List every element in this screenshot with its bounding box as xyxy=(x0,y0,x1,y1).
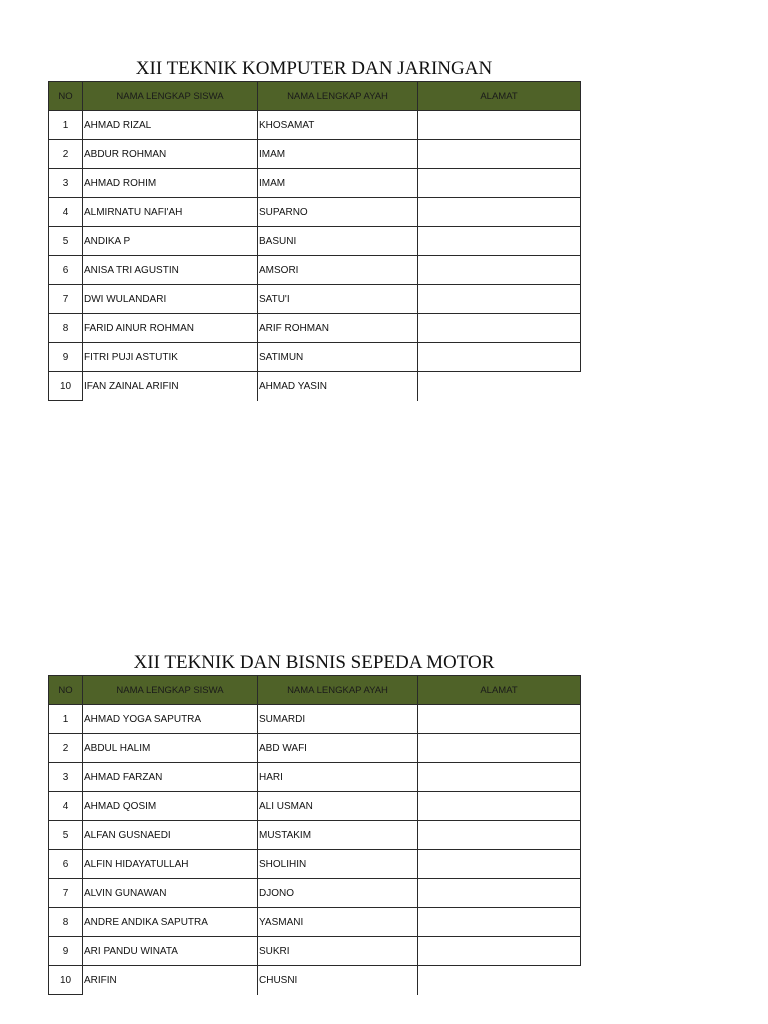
table-row xyxy=(49,966,581,995)
cell-no: 10 xyxy=(49,966,83,995)
cell-no: 3 xyxy=(49,763,83,792)
cell-alamat xyxy=(418,966,581,995)
table-row xyxy=(49,705,581,734)
cell-no: 2 xyxy=(49,734,83,763)
cell-alamat xyxy=(418,169,581,198)
cell-nama-ayah: ABD WAFI xyxy=(258,734,418,763)
header-nama-siswa: NAMA LENGKAP SISWA xyxy=(83,676,258,705)
cell-no: 9 xyxy=(49,343,83,372)
cell-alamat xyxy=(418,908,581,937)
cell-nama-siswa: AHMAD ROHIM xyxy=(83,169,258,198)
cell-nama-ayah: BASUNI xyxy=(258,227,418,256)
cell-nama-siswa: AHMAD RIZAL xyxy=(83,111,258,140)
cell-nama-siswa: ARI PANDU WINATA xyxy=(83,937,258,966)
cell-alamat xyxy=(418,198,581,227)
cell-no: 7 xyxy=(49,879,83,908)
cell-alamat xyxy=(418,343,581,372)
cell-nama-siswa: FARID AINUR ROHMAN xyxy=(83,314,258,343)
cell-nama-siswa: ABDUR ROHMAN xyxy=(83,140,258,169)
student-table xyxy=(48,81,581,401)
table-row xyxy=(49,879,581,908)
table-row xyxy=(49,850,581,879)
cell-alamat xyxy=(418,256,581,285)
cell-nama-siswa: ANDRE ANDIKA SAPUTRA xyxy=(83,908,258,937)
cell-no: 5 xyxy=(49,227,83,256)
table-row xyxy=(49,734,581,763)
cell-nama-siswa: ALFIN HIDAYATULLAH xyxy=(83,850,258,879)
cell-nama-siswa: AHMAD FARZAN xyxy=(83,763,258,792)
cell-no: 10 xyxy=(49,372,83,401)
cell-nama-ayah: YASMANI xyxy=(258,908,418,937)
table-row xyxy=(49,908,581,937)
cell-no: 3 xyxy=(49,169,83,198)
table-row xyxy=(49,169,581,198)
cell-no: 6 xyxy=(49,256,83,285)
table-header-row xyxy=(49,676,581,705)
section-title: XII TEKNIK KOMPUTER DAN JARINGAN xyxy=(135,58,493,79)
cell-nama-ayah: SATIMUN xyxy=(258,343,418,372)
table-row xyxy=(49,372,581,401)
table-row xyxy=(49,792,581,821)
cell-nama-ayah: ALI USMAN xyxy=(258,792,418,821)
header-nama-siswa: NAMA LENGKAP SISWA xyxy=(83,82,258,111)
cell-no: 9 xyxy=(49,937,83,966)
cell-alamat xyxy=(418,705,581,734)
cell-nama-ayah: SUPARNO xyxy=(258,198,418,227)
cell-nama-ayah: IMAM xyxy=(258,169,418,198)
table-header-row xyxy=(49,82,581,111)
cell-no: 8 xyxy=(49,314,83,343)
cell-no: 8 xyxy=(49,908,83,937)
cell-alamat xyxy=(418,763,581,792)
cell-alamat xyxy=(418,372,581,401)
cell-no: 2 xyxy=(49,140,83,169)
header-alamat: ALAMAT xyxy=(418,82,581,111)
table-row xyxy=(49,763,581,792)
cell-nama-ayah: MUSTAKIM xyxy=(258,821,418,850)
cell-nama-ayah: SUMARDI xyxy=(258,705,418,734)
cell-nama-ayah: KHOSAMAT xyxy=(258,111,418,140)
cell-nama-siswa: AHMAD QOSIM xyxy=(83,792,258,821)
cell-no: 1 xyxy=(49,705,83,734)
section-tbsm xyxy=(48,651,580,995)
cell-nama-ayah: AMSORI xyxy=(258,256,418,285)
cell-alamat xyxy=(418,314,581,343)
cell-nama-ayah: CHUSNI xyxy=(258,966,418,995)
table-row xyxy=(49,343,581,372)
cell-alamat xyxy=(418,111,581,140)
table-row xyxy=(49,821,581,850)
section-title: XII TEKNIK DAN BISNIS SEPEDA MOTOR xyxy=(133,652,495,673)
cell-nama-ayah: SHOLIHIN xyxy=(258,850,418,879)
table-row xyxy=(49,227,581,256)
table-body xyxy=(49,111,581,401)
table-row xyxy=(49,937,581,966)
cell-nama-ayah: HARI xyxy=(258,763,418,792)
cell-alamat xyxy=(418,850,581,879)
cell-nama-siswa: DWI WULANDARI xyxy=(83,285,258,314)
section-tkj xyxy=(48,57,580,401)
header-nama-ayah: NAMA LENGKAP AYAH xyxy=(258,82,418,111)
cell-nama-siswa: IFAN ZAINAL ARIFIN xyxy=(83,372,258,401)
cell-alamat xyxy=(418,879,581,908)
cell-nama-siswa: ARIFIN xyxy=(83,966,258,995)
cell-alamat xyxy=(418,937,581,966)
cell-nama-ayah: IMAM xyxy=(258,140,418,169)
cell-no: 6 xyxy=(49,850,83,879)
cell-alamat xyxy=(418,734,581,763)
cell-alamat xyxy=(418,140,581,169)
cell-nama-siswa: ANISA TRI AGUSTIN xyxy=(83,256,258,285)
cell-no: 5 xyxy=(49,821,83,850)
cell-nama-ayah: SUKRI xyxy=(258,937,418,966)
cell-no: 1 xyxy=(49,111,83,140)
cell-alamat xyxy=(418,792,581,821)
cell-nama-siswa: FITRI PUJI ASTUTIK xyxy=(83,343,258,372)
header-no: NO xyxy=(49,676,83,705)
cell-nama-siswa: ANDIKA P xyxy=(83,227,258,256)
table-row xyxy=(49,198,581,227)
cell-no: 4 xyxy=(49,792,83,821)
cell-nama-siswa: ALMIRNATU NAFI'AH xyxy=(83,198,258,227)
cell-nama-siswa: AHMAD YOGA SAPUTRA xyxy=(83,705,258,734)
student-table xyxy=(48,675,581,995)
cell-no: 7 xyxy=(49,285,83,314)
cell-nama-ayah: DJONO xyxy=(258,879,418,908)
cell-no: 4 xyxy=(49,198,83,227)
table-body xyxy=(49,705,581,995)
cell-nama-siswa: ALFAN GUSNAEDI xyxy=(83,821,258,850)
header-nama-ayah: NAMA LENGKAP AYAH xyxy=(258,676,418,705)
cell-alamat xyxy=(418,227,581,256)
cell-alamat xyxy=(418,285,581,314)
header-alamat: ALAMAT xyxy=(418,676,581,705)
cell-alamat xyxy=(418,821,581,850)
header-no: NO xyxy=(49,82,83,111)
cell-nama-ayah: AHMAD YASIN xyxy=(258,372,418,401)
cell-nama-ayah: ARIF ROHMAN xyxy=(258,314,418,343)
cell-nama-ayah: SATU'I xyxy=(258,285,418,314)
cell-nama-siswa: ABDUL HALIM xyxy=(83,734,258,763)
cell-nama-siswa: ALVIN GUNAWAN xyxy=(83,879,258,908)
table-row xyxy=(49,111,581,140)
table-row xyxy=(49,256,581,285)
table-row xyxy=(49,314,581,343)
table-row xyxy=(49,140,581,169)
table-row xyxy=(49,285,581,314)
